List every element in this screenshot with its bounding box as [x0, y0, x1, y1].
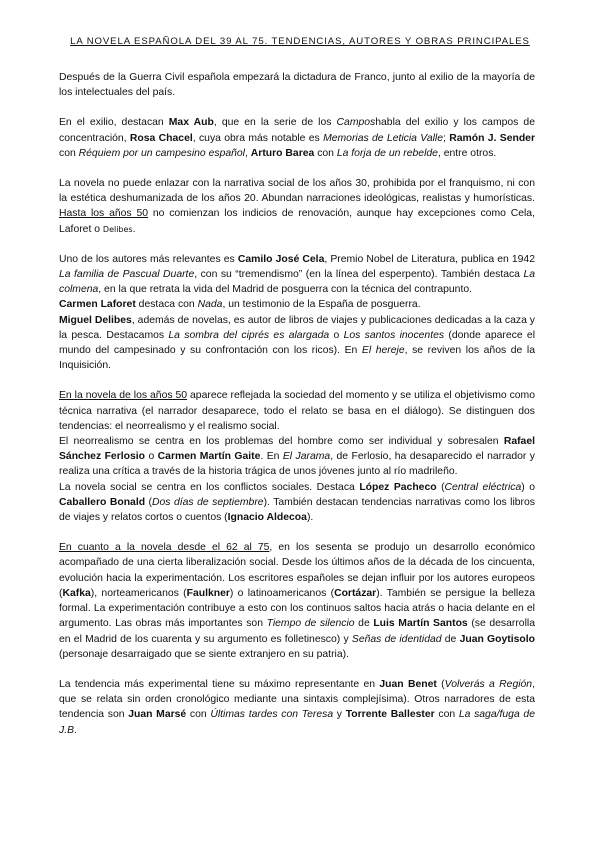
- underlined-phrase: Hasta los años 50: [59, 208, 148, 220]
- author-name: Rosa Chacel: [129, 132, 193, 144]
- author-name: López Pacheco: [359, 481, 437, 493]
- paragraph-laforet: Carmen Laforet destaca con Nada, un testimonio de la España de posguerra.: [59, 299, 421, 311]
- paragraph-delibes: Miguel Delibes, además de novelas, es autor de libros de viajes y publicaciones dedicadas a la caza y la pesca. Destacamos La sombra del ciprés es alargada o Los santos inocentes (donde aparece el mundo del campesinado y su confrontación con los ricos). En El hereje, se reviven los años de la Inquisición.: [59, 314, 536, 372]
- work-title: Los santos inocentes: [343, 329, 445, 341]
- paragraph-sixties: En cuanto a la novela desde el 62 al 75, en los sesenta se produjo un desarrollo económico acompañado de una cierta liberalización social. Desde los últimos años de la década de los cincuenta, evolución hacia la experimentación. Los escritores españoles se dejan influir por los autores europeos (Kafka), norteamericanos (Faulkner) o latinoamericanos (Cortázar). También se persigue la belleza formal. La experimentación contribuye a esto con los continuos saltos hacia atrás o hacia delante en el argumento. Las obras más importantes son Tiempo de silencio de Luis Martín Santos (se desarrolla en el Madrid de los cuarenta y su argumento es folletinesco) y Señas de identidad de Juan Goytisolo (personaje desarraigado que se siente extranjero en su patria).: [59, 542, 535, 660]
- author-name: Cortázar: [334, 587, 377, 599]
- work-title: La familia de Pascual Duarte: [59, 269, 195, 281]
- paragraph-neorealism: El neorrealismo se centra en los problemas del hombre como ser individual y sobresalen Rafael Sánchez Ferlosio o Carmen Martín Gaite. En El Jarama, de Ferlosio, ha desaparecido el narrador y realiza una crítica a través de la historia trágica de unos jóvenes junto al río madrileño.: [59, 436, 536, 478]
- work-title: La saga/fuga de J.B: [59, 709, 535, 736]
- author-name: Juan Marsé: [128, 709, 187, 721]
- work-title: Nada: [197, 299, 223, 311]
- author-name: Juan Goytisolo: [459, 633, 535, 645]
- work-title: La sombra del ciprés es alargada: [168, 329, 330, 341]
- author-name: Miguel Delibes: [59, 314, 132, 326]
- work-title: Volverás a Región: [444, 678, 533, 690]
- work-title: Memorias de Leticia Valle: [323, 132, 443, 144]
- underlined-phrase: En la novela de los años 50: [59, 390, 188, 402]
- paragraph-exile: En el exilio, destacan Max Aub, que en la serie de los Camposhabla del exilio y los campos de concentración, Rosa Chacel, cuya obra más notable es Memorias de Leticia Valle; Ramón J. Sender con Réquiem por un campesino español, Arturo Barea con La forja de un rebelde, entre otros.: [59, 117, 536, 159]
- author-name: Arturo Barea: [250, 147, 315, 159]
- document-body: [59, 70, 535, 738]
- paragraph-postwar: La novela no puede enlazar con la narrativa social de los años 30, prohibida por el franquismo, ni con la estética deshumanizada de los años 20. Abundan narraciones ideológicas, realistas y humorísticas. Hasta los años 50 no comienzan los indicios de renovación, aunque hay excepciones como Cela, Laforet o Delibes.: [59, 178, 535, 235]
- paragraph-social-novel: La novela social se centra en los conflictos sociales. Destaca López Pacheco (Central eléctrica) o Caballero Bonald (Dos días de septiembre). También destacan tendencias narrativas como los libros de viajes y relatos cortos o cuentos (Ignacio Aldecoa).: [59, 481, 535, 524]
- author-name: Juan Benet: [379, 678, 437, 690]
- work-title: La forja de un rebelde: [336, 147, 438, 159]
- work-title: El hereje: [361, 345, 405, 357]
- author-name-small: Delibes: [102, 224, 133, 234]
- author-name: Ramón J. Sender: [449, 132, 536, 144]
- work-title: Señas de identidad: [351, 633, 442, 645]
- paragraph-fifties: En la novela de los años 50 aparece reflejada la sociedad del momento y se utiliza el objetivismo como técnica narrativa (el narrador desaparece, todo el relato se basa en el diálogo). Se distinguen dos tendencias: el neorrealismo y el realismo social.: [59, 390, 535, 432]
- work-title: El Jarama: [282, 451, 331, 463]
- work-title: Réquiem por un campesino español: [78, 147, 245, 159]
- paragraph-experimental: La tendencia más experimental tiene su máximo representante en Juan Benet (Volverás a Región, que se relata sin orden cronológico mediante una sintaxis complejísima). Otros narradores de esta tendencia son Juan Marsé con Últimas tardes con Teresa y Torrente Ballester con La saga/fuga de J.B.: [59, 678, 535, 736]
- author-name: Kafka: [62, 587, 91, 599]
- work-title: La colmena: [59, 269, 536, 296]
- author-name: Luis Martín Santos: [373, 618, 468, 630]
- author-name: Max Aub: [168, 117, 214, 129]
- author-name: Carmen Laforet: [59, 299, 136, 311]
- work-title: Central eléctrica: [444, 481, 522, 493]
- work-title: Dos días de septiembre: [152, 496, 264, 508]
- author-name: Ignacio Aldecoa: [227, 512, 307, 524]
- author-name: Caballero Bonald: [59, 496, 146, 508]
- paragraph-intro: Después de la Guerra Civil española empezará la dictadura de Franco, junto al exilio de la mayoría de los intelectuales del país.: [59, 72, 535, 99]
- author-name: Rafael Sánchez Ferlosio: [59, 436, 535, 463]
- author-name: Torrente Ballester: [345, 709, 435, 721]
- author-name: Camilo José Cela: [237, 253, 325, 265]
- work-title: Campos: [336, 117, 376, 129]
- paragraph-cela: Uno de los autores más relevantes es Camilo José Cela, Premio Nobel de Literatura, publica en 1942 La familia de Pascual Duarte, con su “tremendismo” (en la línea del esperpento). También destaca La colmena, en la que retrata la vida del Madrid de posguerra con la técnica del contrapunto.: [59, 253, 536, 296]
- underlined-phrase: En cuanto a la novela desde el 62 al 75: [59, 542, 270, 554]
- work-title: Tiempo de silencio: [266, 618, 355, 630]
- author-name: Carmen Martín Gaite: [157, 451, 261, 463]
- document-title: LA NOVELA ESPAÑOLA DEL 39 AL 75. TENDENCIAS, AUTORES Y OBRAS PRINCIPALES: [70, 36, 530, 47]
- author-name: Faulkner: [186, 587, 230, 599]
- work-title: Últimas tardes con Teresa: [210, 709, 334, 721]
